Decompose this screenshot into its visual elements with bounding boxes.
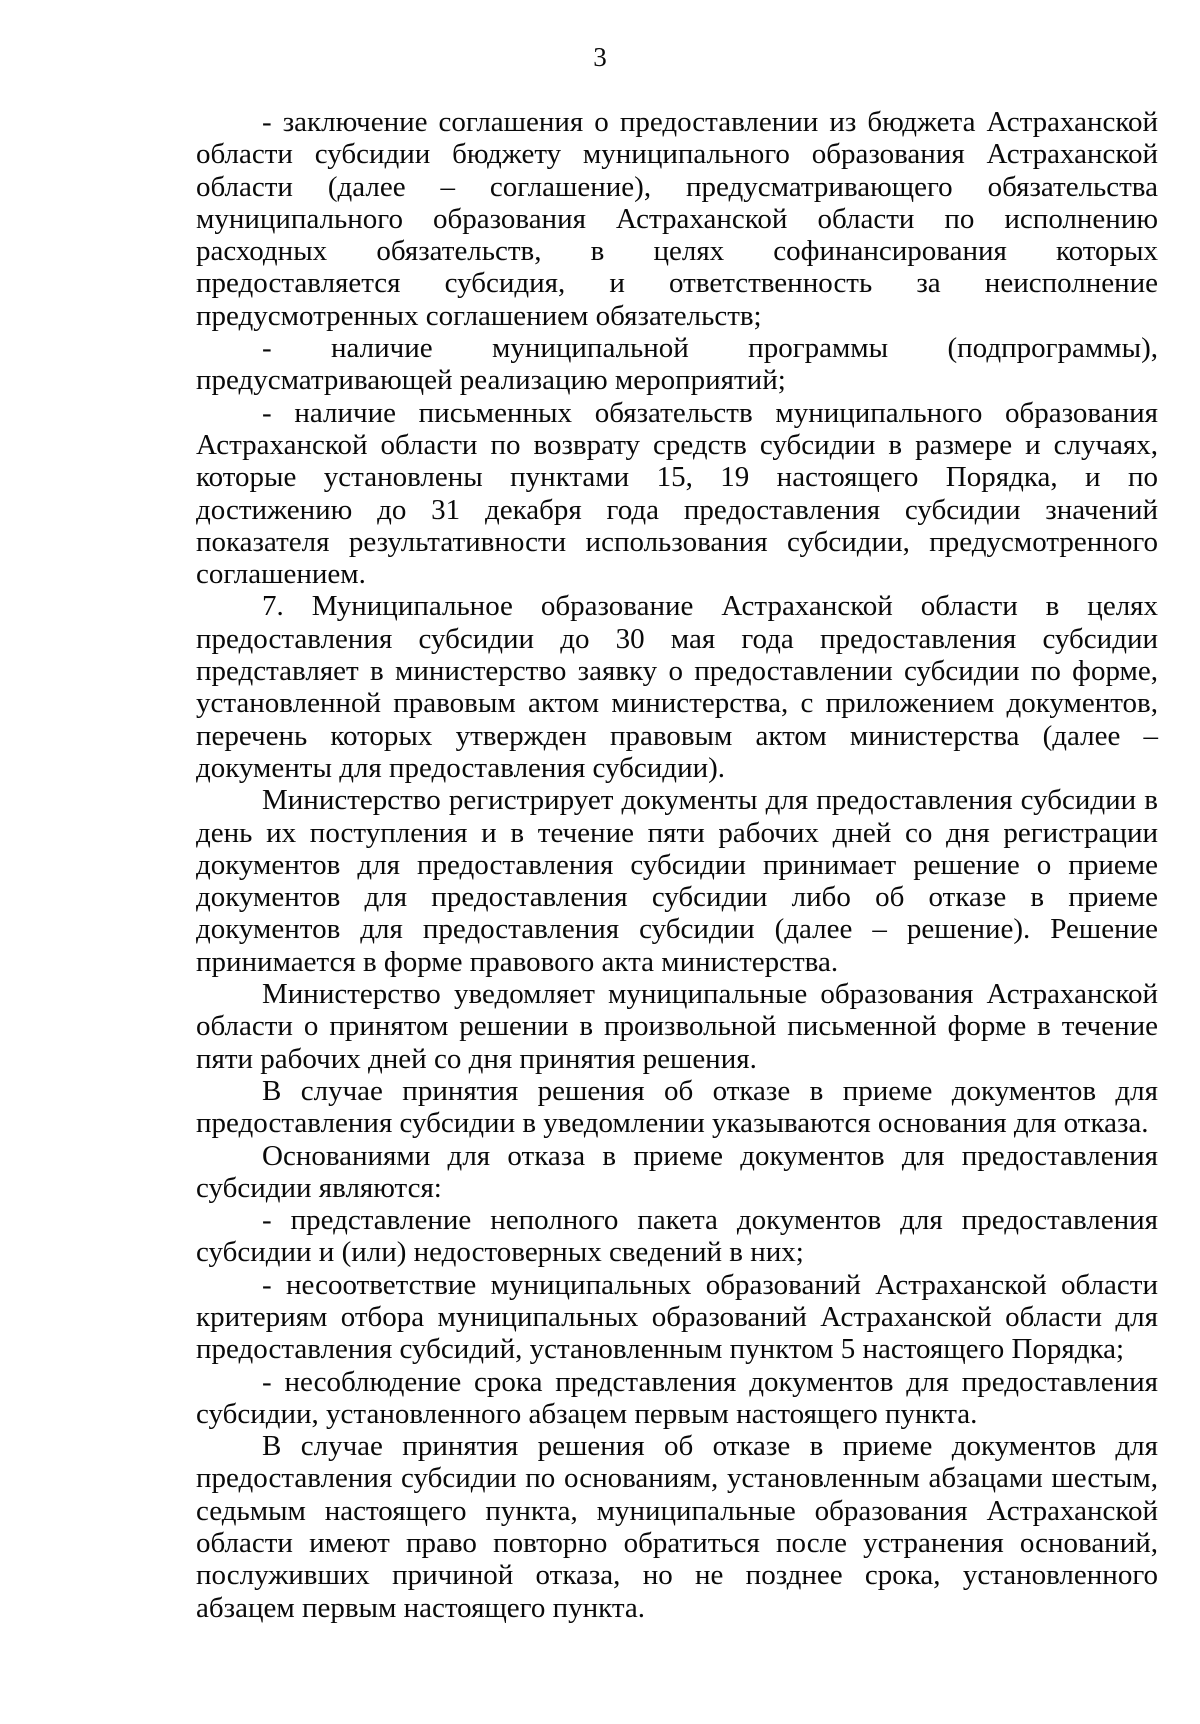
paragraph-ground-criteria-mismatch: - несоответствие муниципальных образований Астраханской области критериям отбора муниципальных образований Астраханской области для предоставления субсидий, установленным пунктом 5 настоящего Порядка; (196, 1268, 1158, 1366)
document-body (196, 106, 1158, 1624)
paragraph-refusal-notice: В случае принятия решения об отказе в приеме документов для предоставления субсидии в уведомлении указываются основания для отказа. (196, 1074, 1158, 1140)
paragraph-agreement-condition: - заключение соглашения о предоставлении из бюджета Астраханской области субсидии бюджету муниципального образования Астраханской области (далее – соглашение), предусматривающего обязательства муниципального образования Астраханской области по исполнению расходных обязательств, в целях софинансирования которых предоставляется субсидия, и ответственность за неисполнение предусмотренных соглашением обязательств; (196, 106, 1158, 332)
paragraph-ground-deadline-violation: - несоблюдение срока представления документов для предоставления субсидии, установленного абзацем первым настоящего пункта. (196, 1365, 1158, 1430)
paragraph-ministry-notification: Министерство уведомляет муниципальные образования Астраханской области о принятом решении в произвольной письменной форме в течение пяти рабочих дней со дня принятия решения. (196, 978, 1158, 1075)
paragraph-refusal-grounds-intro: Основаниями для отказа в приеме документов для предоставления субсидии являются: (196, 1139, 1158, 1204)
paragraph-ministry-registration: Министерство регистрирует документы для предоставления субсидии в день их поступления и в течение пяти рабочих дней со дня регистрации документов для предоставления субсидии принимает решение о приеме документов для предоставления субсидии либо об отказе в приеме документов для предоставления субсидии (далее – решение). Решение принимается в форме правового акта министерства. (196, 784, 1158, 978)
page-number: 3 (593, 42, 607, 72)
paragraph-item-7-application: 7. Муниципальное образование Астраханской области в целях предоставления субсидии до 30 мая года предоставления субсидии представляет в министерство заявку о предоставлении субсидии по форме, установленной правовым актом министерства, с приложением документов, перечень которых утвержден правовым актом министерства (далее – документы для предоставления субсидии). (196, 590, 1158, 784)
paragraph-municipal-program-condition: - наличие муниципальной программы (подпрограммы), предусматривающей реализацию мероприятий; (196, 332, 1158, 397)
paragraph-reapplication-right: В случае принятия решения об отказе в приеме документов для предоставления субсидии по основаниям, установленным абзацами шестым, седьмым настоящего пункта, муниципальные образования Астраханской области имеют право повторно обратиться после устранения оснований, послуживших причиной отказа, но не позднее срока, установленного абзацем первым настоящего пункта. (196, 1430, 1158, 1624)
paragraph-written-obligations-condition: - наличие письменных обязательств муниципального образования Астраханской области по возврату средств субсидии в размере и случаях, которые установлены пунктами 15, 19 настоящего Порядка, и по достижению до 31 декабря года предоставления субсидии значений показателя результативности использования субсидии, предусмотренного соглашением. (196, 396, 1158, 591)
paragraph-ground-incomplete-package: - представление неполного пакета документов для предоставления субсидии и (или) недостоверных сведений в них; (196, 1204, 1158, 1269)
